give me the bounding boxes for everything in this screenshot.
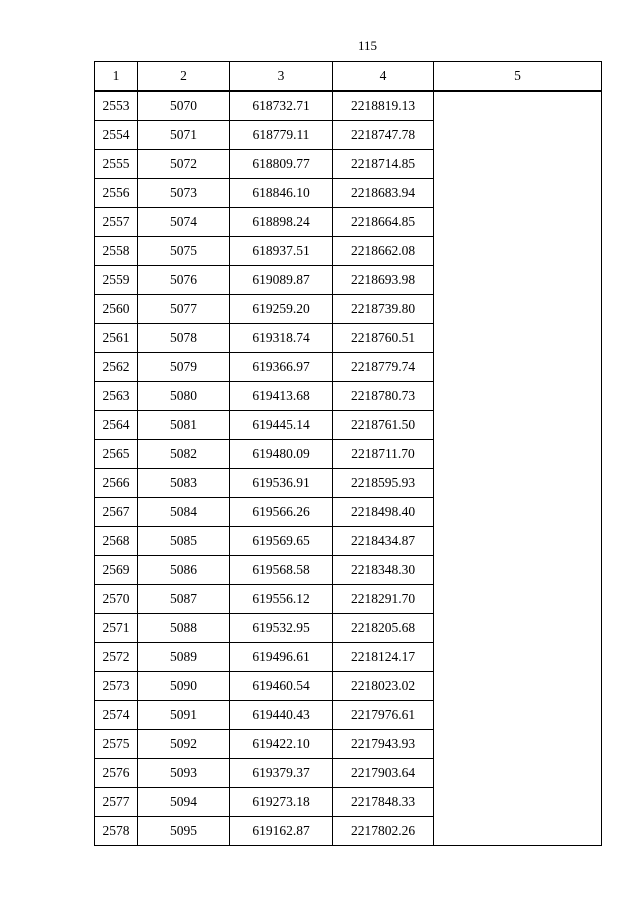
table-cell-col-4: 2218434.87: [333, 527, 434, 556]
table-cell-col-2: 5071: [138, 121, 230, 150]
table-cell-col-3: 618809.77: [230, 150, 333, 179]
table-cell-col-4: 2218291.70: [333, 585, 434, 614]
table-cell-col-3: 619413.68: [230, 382, 333, 411]
table-cell-col-1: 2554: [95, 121, 138, 150]
table-cell-col-4: 2218780.73: [333, 382, 434, 411]
table-cell-col-2: 5093: [138, 759, 230, 788]
table-cell-col-4: 2218124.17: [333, 643, 434, 672]
table-cell-col-3: 619536.91: [230, 469, 333, 498]
table-cell-col-4: 2218664.85: [333, 208, 434, 237]
table-cell-col-2: 5094: [138, 788, 230, 817]
column-header-5: 5: [434, 62, 602, 92]
table-cell-col-4: 2218779.74: [333, 353, 434, 382]
table-cell-col-1: 2572: [95, 643, 138, 672]
table-cell-col-4: 2218498.40: [333, 498, 434, 527]
table-cell-col-2: 5077: [138, 295, 230, 324]
table-cell-col-4: 2218662.08: [333, 237, 434, 266]
table-cell-col-3: 619556.12: [230, 585, 333, 614]
table-cell-col-4: 2217943.93: [333, 730, 434, 759]
column-header-1: 1: [95, 62, 138, 92]
table-cell-col-1: 2560: [95, 295, 138, 324]
table-cell-col-1: 2575: [95, 730, 138, 759]
table-cell-col-4: 2218747.78: [333, 121, 434, 150]
table-cell-col-1: 2569: [95, 556, 138, 585]
table-cell-col-1: 2562: [95, 353, 138, 382]
table-cell-col-2: 5087: [138, 585, 230, 614]
table-cell-col-1: 2565: [95, 440, 138, 469]
table-cell-col-3: 619480.09: [230, 440, 333, 469]
table-header-row: [95, 62, 602, 92]
table-cell-col-2: 5075: [138, 237, 230, 266]
table-cell-col-3: 619162.87: [230, 817, 333, 846]
table-cell-col-1: 2574: [95, 701, 138, 730]
column-header-4: 4: [333, 62, 434, 92]
table-cell-col-4: 2217976.61: [333, 701, 434, 730]
table-cell-col-4: 2217802.26: [333, 817, 434, 846]
table-cell-col-1: 2576: [95, 759, 138, 788]
table-cell-col-1: 2567: [95, 498, 138, 527]
table-cell-col-1: 2563: [95, 382, 138, 411]
table-cell-col-3: 618779.11: [230, 121, 333, 150]
table-cell-col-2: 5086: [138, 556, 230, 585]
table-cell-col-1: 2571: [95, 614, 138, 643]
table-cell-col-1: 2577: [95, 788, 138, 817]
table-cell-col-3: 619568.58: [230, 556, 333, 585]
table-cell-col-3: 619566.26: [230, 498, 333, 527]
table-cell-col-1: 2555: [95, 150, 138, 179]
table-cell-col-1: 2568: [95, 527, 138, 556]
table-cell-col-4: 2218023.02: [333, 672, 434, 701]
table-cell-col-1: 2558: [95, 237, 138, 266]
table-cell-col-3: 619496.61: [230, 643, 333, 672]
table-cell-col-4: 2218819.13: [333, 91, 434, 121]
table-cell-col-2: 5083: [138, 469, 230, 498]
table-cell-col-1: 2553: [95, 91, 138, 121]
table-cell-col-4: 2218739.80: [333, 295, 434, 324]
table-cell-col-4: 2218595.93: [333, 469, 434, 498]
table-cell-col-1: 2578: [95, 817, 138, 846]
table-cell-col-3: 619422.10: [230, 730, 333, 759]
table-cell-col-3: 619445.14: [230, 411, 333, 440]
table-cell-col-2: 5085: [138, 527, 230, 556]
table-cell-col-4: 2217848.33: [333, 788, 434, 817]
table-cell-col-3: 619273.18: [230, 788, 333, 817]
coordinates-table: [94, 61, 602, 846]
page-number: 115: [357, 38, 378, 53]
table-cell-col-3: 619440.43: [230, 701, 333, 730]
table-cell-col-3: 619532.95: [230, 614, 333, 643]
table-cell-col-2: 5073: [138, 179, 230, 208]
table-cell-col-2: 5072: [138, 150, 230, 179]
table-cell-col-3: 619379.37: [230, 759, 333, 788]
table-cell-col-2: 5095: [138, 817, 230, 846]
table-cell-col-2: 5091: [138, 701, 230, 730]
table-cell-col-2: 5074: [138, 208, 230, 237]
table-cell-col-3: 619460.54: [230, 672, 333, 701]
table-cell-col-1: 2559: [95, 266, 138, 295]
table-cell-col-4: 2218683.94: [333, 179, 434, 208]
table-cell-col-1: 2573: [95, 672, 138, 701]
table-cell-col-3: 618846.10: [230, 179, 333, 208]
table-cell-col-3: 618937.51: [230, 237, 333, 266]
table-cell-col-2: 5070: [138, 91, 230, 121]
table-cell-col-2: 5082: [138, 440, 230, 469]
column-header-3: 3: [230, 62, 333, 92]
table-cell-col-4: 2218714.85: [333, 150, 434, 179]
table-row: [95, 91, 602, 121]
table-cell-col-2: 5080: [138, 382, 230, 411]
table-cell-col-3: 619366.97: [230, 353, 333, 382]
table-cell-col-4: 2217903.64: [333, 759, 434, 788]
table-cell-col-1: 2557: [95, 208, 138, 237]
table-cell-col-5: [434, 91, 602, 846]
table-cell-col-2: 5084: [138, 498, 230, 527]
table-cell-col-1: 2570: [95, 585, 138, 614]
table-cell-col-4: 2218693.98: [333, 266, 434, 295]
table-cell-col-2: 5089: [138, 643, 230, 672]
table-cell-col-2: 5078: [138, 324, 230, 353]
table-cell-col-4: 2218205.68: [333, 614, 434, 643]
table-cell-col-2: 5090: [138, 672, 230, 701]
table-cell-col-3: 619569.65: [230, 527, 333, 556]
column-header-2: 2: [138, 62, 230, 92]
table-cell-col-2: 5088: [138, 614, 230, 643]
table-cell-col-3: 618898.24: [230, 208, 333, 237]
table-cell-col-4: 2218761.50: [333, 411, 434, 440]
table-cell-col-1: 2556: [95, 179, 138, 208]
table-cell-col-4: 2218348.30: [333, 556, 434, 585]
table-cell-col-4: 2218711.70: [333, 440, 434, 469]
table-cell-col-3: 619089.87: [230, 266, 333, 295]
table-cell-col-3: 618732.71: [230, 91, 333, 121]
table-cell-col-4: 2218760.51: [333, 324, 434, 353]
table-cell-col-2: 5092: [138, 730, 230, 759]
table-cell-col-2: 5081: [138, 411, 230, 440]
table-body: [95, 91, 602, 846]
table-cell-col-2: 5076: [138, 266, 230, 295]
table-cell-col-3: 619318.74: [230, 324, 333, 353]
table-cell-col-1: 2561: [95, 324, 138, 353]
table-cell-col-2: 5079: [138, 353, 230, 382]
table-cell-col-1: 2564: [95, 411, 138, 440]
table-cell-col-1: 2566: [95, 469, 138, 498]
table-cell-col-3: 619259.20: [230, 295, 333, 324]
